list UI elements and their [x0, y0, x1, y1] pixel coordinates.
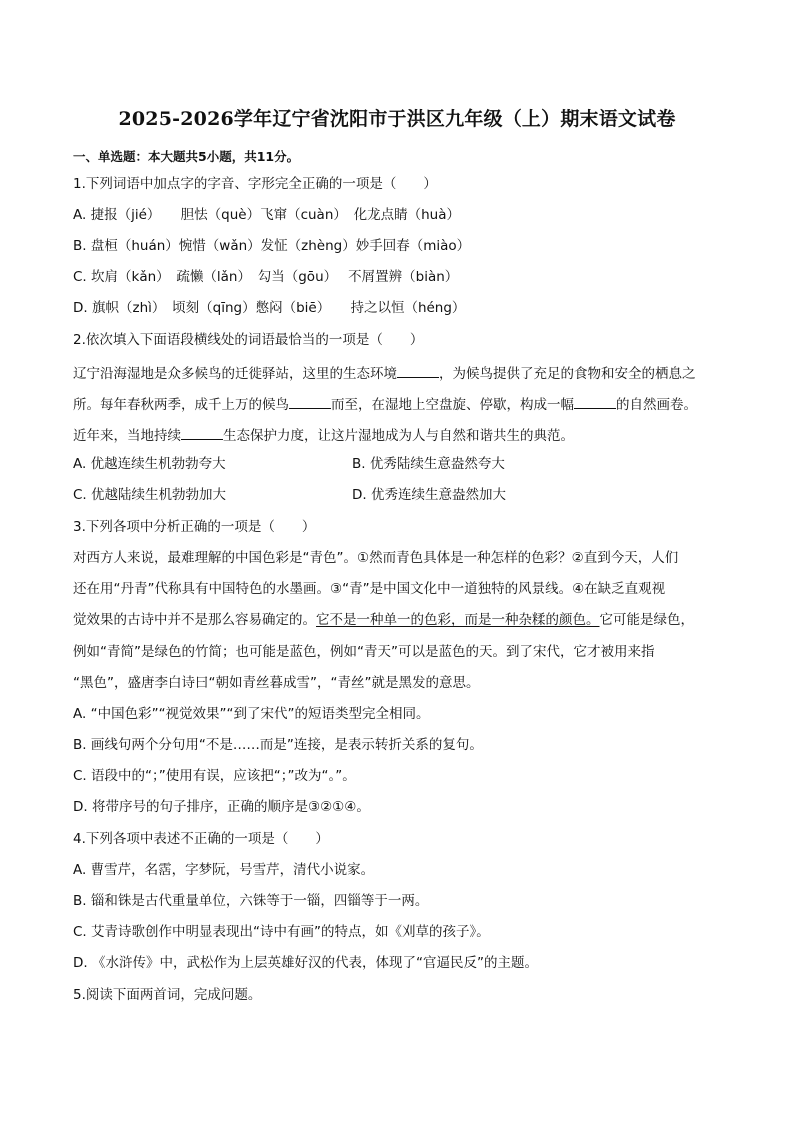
passage-text: 生态保护力度，让这片湿地成为人与自然和谐共生的典范。	[223, 428, 574, 444]
question-4-stem: 4.下列各项中表述不正确的一项是（ ）	[73, 831, 329, 847]
question-3-passage-line-2: 还在用“丹青”代称具有中国特色的水墨画。③“青”是中国文化中一道独特的风景线。④在缺乏直观视	[73, 581, 666, 597]
question-2-option-d: D. 优秀连续生意盎然加大	[352, 487, 506, 503]
question-3-option-a: A. “中国色彩”“视觉效果”“到了宋代”的短语类型完全相同。	[73, 706, 430, 722]
fill-blank-3	[574, 396, 616, 409]
question-4-option-c: C. 艾青诗歌创作中明显表现出“诗中有画”的特点，如《刈草的孩子》。	[73, 924, 490, 940]
question-2-option-b: B. 优秀陆续生意盎然夸大	[352, 456, 505, 472]
passage-text: 辽宁沿海湿地是众多候鸟的迁徙驿站，这里的生态环境	[73, 366, 397, 382]
question-2-passage-line-2	[73, 396, 697, 413]
question-1-option-b: B. 盘桓（huán）惋惜（wǎn）发怔（zhèng）妙手回春（miào）	[73, 238, 471, 254]
question-3-option-b: B. 画线句两个分句用“不是……而是”连接，是表示转折关系的复句。	[73, 737, 483, 753]
fill-blank-1	[397, 365, 439, 378]
question-3-passage-line-3	[73, 614, 694, 628]
passage-text: 的自然画卷。	[616, 397, 697, 413]
question-4-option-a: A. 曹雪芹，名霑，字梦阮，号雪芹，清代小说家。	[73, 862, 375, 878]
question-1-option-c: C. 坎肩（kǎn） 疏懒（lǎn） 勾当（gōu） 不屑置辨（biàn）	[73, 269, 459, 285]
question-2-stem: 2.依次填入下面语段横线处的词语最恰当的一项是（ ）	[73, 332, 424, 348]
question-3-passage-line-4: 例如“青简”是绿色的竹简；也可能是蓝色，例如“青天”可以是蓝色的天。到了宋代，它才被用来指	[73, 644, 655, 660]
question-2-option-a: A. 优越连续生机勃勃夸大	[73, 456, 226, 472]
question-3-option-d: D. 将带序号的句子排序，正确的顺序是③②①④。	[73, 799, 370, 815]
passage-text: ，为候鸟提供了充足的食物和安全的栖息之	[439, 366, 696, 382]
question-1-option-d: D. 旗帜（zhì） 顷刻（qīng）憋闷（biē） 持之以恒（héng）	[73, 300, 466, 316]
fill-blank-4	[181, 427, 223, 440]
question-2-passage-line-1	[73, 365, 696, 382]
passage-text: 它可能是绿色，	[599, 612, 694, 628]
question-3-stem: 3.下列各项中分析正确的一项是（ ）	[73, 519, 316, 535]
question-1-stem: 1.下列词语中加点字的字音、字形完全正确的一项是（ ）	[73, 176, 437, 192]
question-4-option-b: B. 锱和铢是古代重量单位，六铢等于一锱，四锱等于一两。	[73, 893, 429, 909]
question-2-option-c: C. 优越陆续生机勃勃加大	[73, 487, 227, 503]
question-2-passage-line-3	[73, 427, 574, 444]
passage-text: 而至，在湿地上空盘旋、停歇，构成一幅	[331, 397, 574, 413]
question-3-passage-line-5: “黑色”，盛唐李白诗曰“朝如青丝暮成雪”，“青丝”就是黑发的意思。	[73, 675, 480, 691]
question-3-passage-line-1: 对西方人来说，最难理解的中国色彩是“青色”。①然而青色具体是一种怎样的色彩？②直到今天，人们	[73, 550, 679, 566]
section-heading: 一、单选题：本大题共5小题，共11分。	[73, 149, 300, 164]
question-3-option-c: C. 语段中的“；”使用有误，应该把“；”改为“。”。	[73, 768, 356, 784]
underlined-sentence: 它不是一种单一的色彩，而是一种杂糅的颜色。	[316, 612, 600, 628]
passage-text: 所。每年春秋两季，成千上万的候鸟	[73, 397, 289, 413]
fill-blank-2	[289, 396, 331, 409]
passage-text: 近年来，当地持续	[73, 428, 181, 444]
question-4-option-d: D. 《水浒传》中，武松作为上层英雄好汉的代表，体现了“官逼民反”的主题。	[73, 955, 538, 971]
question-5-stem: 5.阅读下面两首词，完成问题。	[73, 987, 262, 1003]
passage-text: 觉效果的古诗中并不是那么容易确定的。	[73, 612, 316, 628]
exam-title: 2025-2026学年辽宁省沈阳市于洪区九年级（上）期末语文试卷	[118, 108, 676, 130]
question-1-option-a: A. 捷报（jié） 胆怯（què）飞窜（cuàn） 化龙点睛（huà）	[73, 207, 461, 223]
